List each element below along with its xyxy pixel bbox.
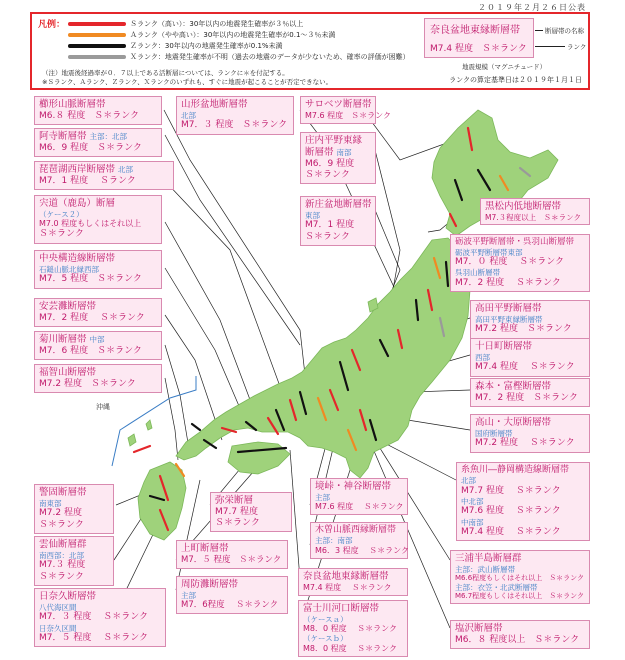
fault-sub: 南西部：北部 [39,550,84,560]
fault-sub: 西部 [475,352,490,362]
fault-name-2: 断層帯 [305,146,334,158]
fault-sub: 砺波平野断層帯東部 [455,247,523,257]
fault-sub: 中部 [89,335,105,344]
fault-name: 警固断層帯 [39,487,87,498]
fault-name: 周防灘断層帯 [181,579,239,590]
honshu [176,238,470,478]
legend-asof: ランクの算定基準日は２０１９年１月１日 [449,76,582,84]
fault-mag: M6．9 程度 [305,158,355,169]
fault-name: 弥栄断層 [215,495,254,506]
fault-mag: M6．3 程度 Ｓ＊ランク [315,545,410,555]
fault-name: 砺波平野断層帯・呉羽山断層帯 [455,237,575,247]
legend-note-1: （注）地震後経過率が０．７以上である活断層については、ランクに＊を付記する。 [42,69,289,77]
fault-mag: M7.2 程度 Ｓ＊ランク [39,378,136,389]
fault-sub: 東部 [305,210,320,220]
fault-box-shinji [34,195,162,244]
fault-box-yamagata [176,96,294,135]
kyushu [138,462,186,540]
leader-line [165,135,300,345]
fault-name: 菊川断層帯 [39,334,87,345]
fault-name: 黒松内低地断層帯 [485,201,562,212]
fault-box-yasaka [210,492,292,532]
fault-sub: （ケースａ） [303,614,348,624]
fault-box-kego [34,484,114,534]
fault-rank: Ｓ＊ランク [305,231,350,242]
leader-line [165,222,252,405]
fault-sub-2: 日奈久区間 [39,623,77,633]
fault-mag: M7.7 程度 [215,506,258,517]
fault-box-hinagu [34,588,166,647]
fault-box-atera [34,128,162,157]
fault-mag: M6.6程度もしくはそれ以上 Ｓ＊ランク [455,574,585,583]
fault-mag: M7.0 程度もしくはそれ以上 [39,219,142,229]
fault-mag: M7.6 程度 Ｓ＊ランク [305,110,392,120]
legend-title: 凡例： [38,20,66,30]
fault-name: 日奈久断層帯 [39,591,97,602]
fault-mag: M7.4 程度 Ｓ＊ランク [303,582,392,592]
fault-sub: 北部 [461,476,476,486]
fault-box-tokamachi [470,338,590,377]
legend-label-x: Ｘランク：地震発生確率が不明（過去の地震のデータが少ないため、確率の評価が困難） [130,53,410,61]
fault-sub: 南部 [336,147,352,157]
legend-label-a: Ａランク（やや高い）：30年以内の地震発生確率が0.1～３％未満 [130,31,336,39]
leader-line [164,110,310,420]
fault-mag: M6．9 程度 Ｓ＊ランク [39,142,142,153]
fault-sub: 主部 [315,492,330,502]
okinawa-island [128,434,136,446]
fault-name: 十日町断層帯 [475,341,533,352]
fault-sub: 高田平野東縁断層帯 [475,314,543,324]
fault-box-median-tectonic [34,250,162,289]
fault-mag-2: M7.6 程度 Ｓ＊ランク [461,506,561,517]
fault-mag: M7．6 程度 Ｓ＊ランク [39,345,142,356]
fault-sub-2: 中北部 [461,496,484,506]
fault-box-suonada [176,576,288,614]
fault-box-takada [470,300,590,339]
fault-box-fujikawa [298,600,408,657]
fault-box-kushigatayama [34,96,162,125]
fault-mag: M7．３ 程度 Ｓ＊ランク [181,120,288,131]
fault-box-kuromatsunai [480,198,590,225]
leader-line [165,378,178,460]
fault-mag: M7．1 程度 [305,220,355,231]
publication-date: ２０１９年２月２６日公表 [478,3,586,12]
fault-box-fukuchiyama [34,364,162,393]
fault-name: 雲仙断層群 [39,539,87,550]
fault-mag-2: M6.7程度もしくはそれ以上 Ｓ＊ランク [455,592,585,601]
fault-mag-2: M8．0 程度 Ｓ＊ランク [303,643,398,653]
fault-mag: M7．５ 程度 Ｓ＊ランク [181,554,282,565]
fault-name: 安芸灘断層帯 [39,301,97,312]
fault-name: 福智山断層帯 [39,367,97,378]
fault-sub: 石鎚山脈北縁西部 [39,264,99,274]
fault-name: 森本・富樫断層帯 [475,381,552,392]
fault-name: 奈良盆地東縁断層帯 [303,571,389,582]
fault-name: 境峠・神谷断層帯 [315,481,392,492]
legend-label-s: Ｓランク（高い）：30年以内の地震発生確率が３％以上 [130,20,304,28]
fault-box-tonami-kurehayama [450,234,590,292]
fault-name: 新庄盆地断層帯 [305,199,372,210]
fault-mag: M7．３ 程度 Ｓ＊ランク [39,612,149,623]
fault-name: 三浦半島断層群 [455,553,522,564]
fault-sub: 主部：北部 [89,132,128,141]
fault-name: サロベツ断層帯 [305,99,372,110]
fault-box-sarobetsu [300,96,392,124]
okinawa-label: 沖縄 [96,403,110,411]
fault-name: 宍道（鹿島）断層 [39,198,116,209]
fault-box-unzen [34,536,114,586]
fault-sub: 主部：武山断層帯 [455,564,515,574]
leader-line [165,345,190,455]
fault-box-shonai [300,132,376,184]
fault-mag-3: M7.4 程度 Ｓ＊ランク [461,526,561,537]
fault-box-miura [450,550,590,604]
fault-sub: 北部 [118,165,134,174]
fault-name: 琵琶湖西岸断層帯 [39,164,116,175]
fault-box-takayama [470,414,590,453]
fault-sub-2: （ケースｂ） [303,634,348,644]
legend-example-mag: M7.4 程度 Ｓ＊ランク [430,44,527,54]
fault-sub-3: 中南部 [461,517,484,527]
fault-rank: Ｓ＊ランク [215,518,260,529]
fault-mag: M7．2 程度 Ｓ＊ランク [39,312,145,323]
fault-name: 山形盆地断層帯 [181,99,248,110]
fault-mag: M7.4 程度 Ｓ＊ランク [475,362,575,373]
fault-sub: 国府断層帯 [475,428,513,438]
fault-box-sakaitoge [310,478,408,515]
fault-box-kikugawa [34,331,162,360]
fault-name: 高田平野断層帯 [475,303,542,314]
fault-mag: M7.7 程度 Ｓ＊ランク [461,485,561,496]
fault-box-itoigawa-shizuoka [456,462,590,541]
fault-name: 阿寺断層帯 [39,131,87,142]
fault-name: 糸魚川―静岡構造線断層帯 [461,465,570,475]
legend-ann-mag: 地震規模（マグニチュード） [462,63,547,71]
fault-name: 木曽山脈西縁断層帯 [315,525,397,535]
fault-rank: Ｓ＊ランク [305,170,350,180]
legend-label-z: Ｚランク：30年以内の地震発生確率が0.1%未満 [130,42,283,50]
fault-mag: M7.３程度以上 Ｓ＊ランク [485,212,581,222]
fault-mag: M7.6 程度 Ｓ＊ランク [315,502,404,512]
fault-sub: 主部 [181,590,196,600]
fault-mag: M6．８ 程度以上 Ｓ＊ランク [455,634,580,645]
fault-box-morimoto [470,378,590,407]
fault-box-akinada [34,298,162,327]
fault-segment [134,446,150,452]
fault-sub: 八代海区間 [39,602,77,612]
fault-rank: Ｓ＊ランク [39,229,84,240]
fault-box-nara [298,568,408,596]
leader-line [165,268,245,420]
fault-name: 庄内平野東縁 [305,135,363,146]
fault-sub: （ケース２） [39,209,84,219]
fault-sub-2: 呉羽山断層帯 [455,268,500,278]
fault-box-uemachi [176,540,288,569]
legend-ann-rank: ランク [567,43,587,51]
fault-box-biwako [34,161,174,190]
fault-mag: M8．0 程度 Ｓ＊ランク [303,624,398,634]
fault-mag: M7.2 程度 [39,508,82,519]
legend-example-name: 奈良盆地東縁断層帯 [430,25,520,36]
fault-name: 富士川河口断層帯 [303,603,380,614]
fault-mag: M7.３ 程度 [39,560,86,571]
okinawa-island [146,420,152,430]
fault-mag: M7．5 程度 Ｓ＊ランク [39,274,142,285]
fault-mag: M7．2 程度 Ｓ＊ランク [475,392,578,403]
fault-sub: 主部：南部 [315,536,353,546]
fault-name: 塩沢断層帯 [455,623,503,634]
fault-mag: M7．1 程度 Ｓランク [39,175,136,186]
legend-ann-name: 断層帯の名称 [545,27,584,35]
fault-mag: M7．０ 程度 Ｓ＊ランク [455,257,565,267]
fault-mag: M7.2 程度 Ｓ＊ランク [475,324,572,335]
fault-sub-2: 主部：衣笠・北武断層帯 [455,583,538,592]
legend-note-2: ※Ｓランク、Ａランク、Ｚランク、Ｘランクのいずれも、すぐに地震が起こることが否定できない。 [42,78,333,86]
fault-name: 櫛形山脈断層帯 [39,99,106,110]
fault-sub: 南東部 [39,498,62,508]
fault-mag-2: M7．2 程度 Ｓ＊ランク [455,277,561,288]
fault-box-shinjo [300,196,376,246]
fault-rank: Ｓ＊ランク [39,571,84,582]
fault-mag: M7．6程度 Ｓ＊ランク [181,600,279,611]
fault-mag: M7.2 程度 Ｓ＊ランク [475,438,575,449]
fault-mag-2: M7．５ 程度 Ｓ＊ランク [39,632,149,643]
shikoku [228,442,290,474]
fault-mag: M6.８ 程度 Ｓ＊ランク [39,110,140,121]
fault-name: 中央構造線断層帯 [39,253,116,264]
fault-sub: 北部 [181,110,196,120]
fault-rank: Ｓ＊ランク [39,519,84,530]
fault-segment [192,424,200,430]
fault-box-shiozawa [450,620,590,649]
fault-name: 高山・大原断層帯 [475,417,552,428]
fault-name: 上町断層帯 [181,543,229,554]
fault-box-kiso [310,522,408,559]
